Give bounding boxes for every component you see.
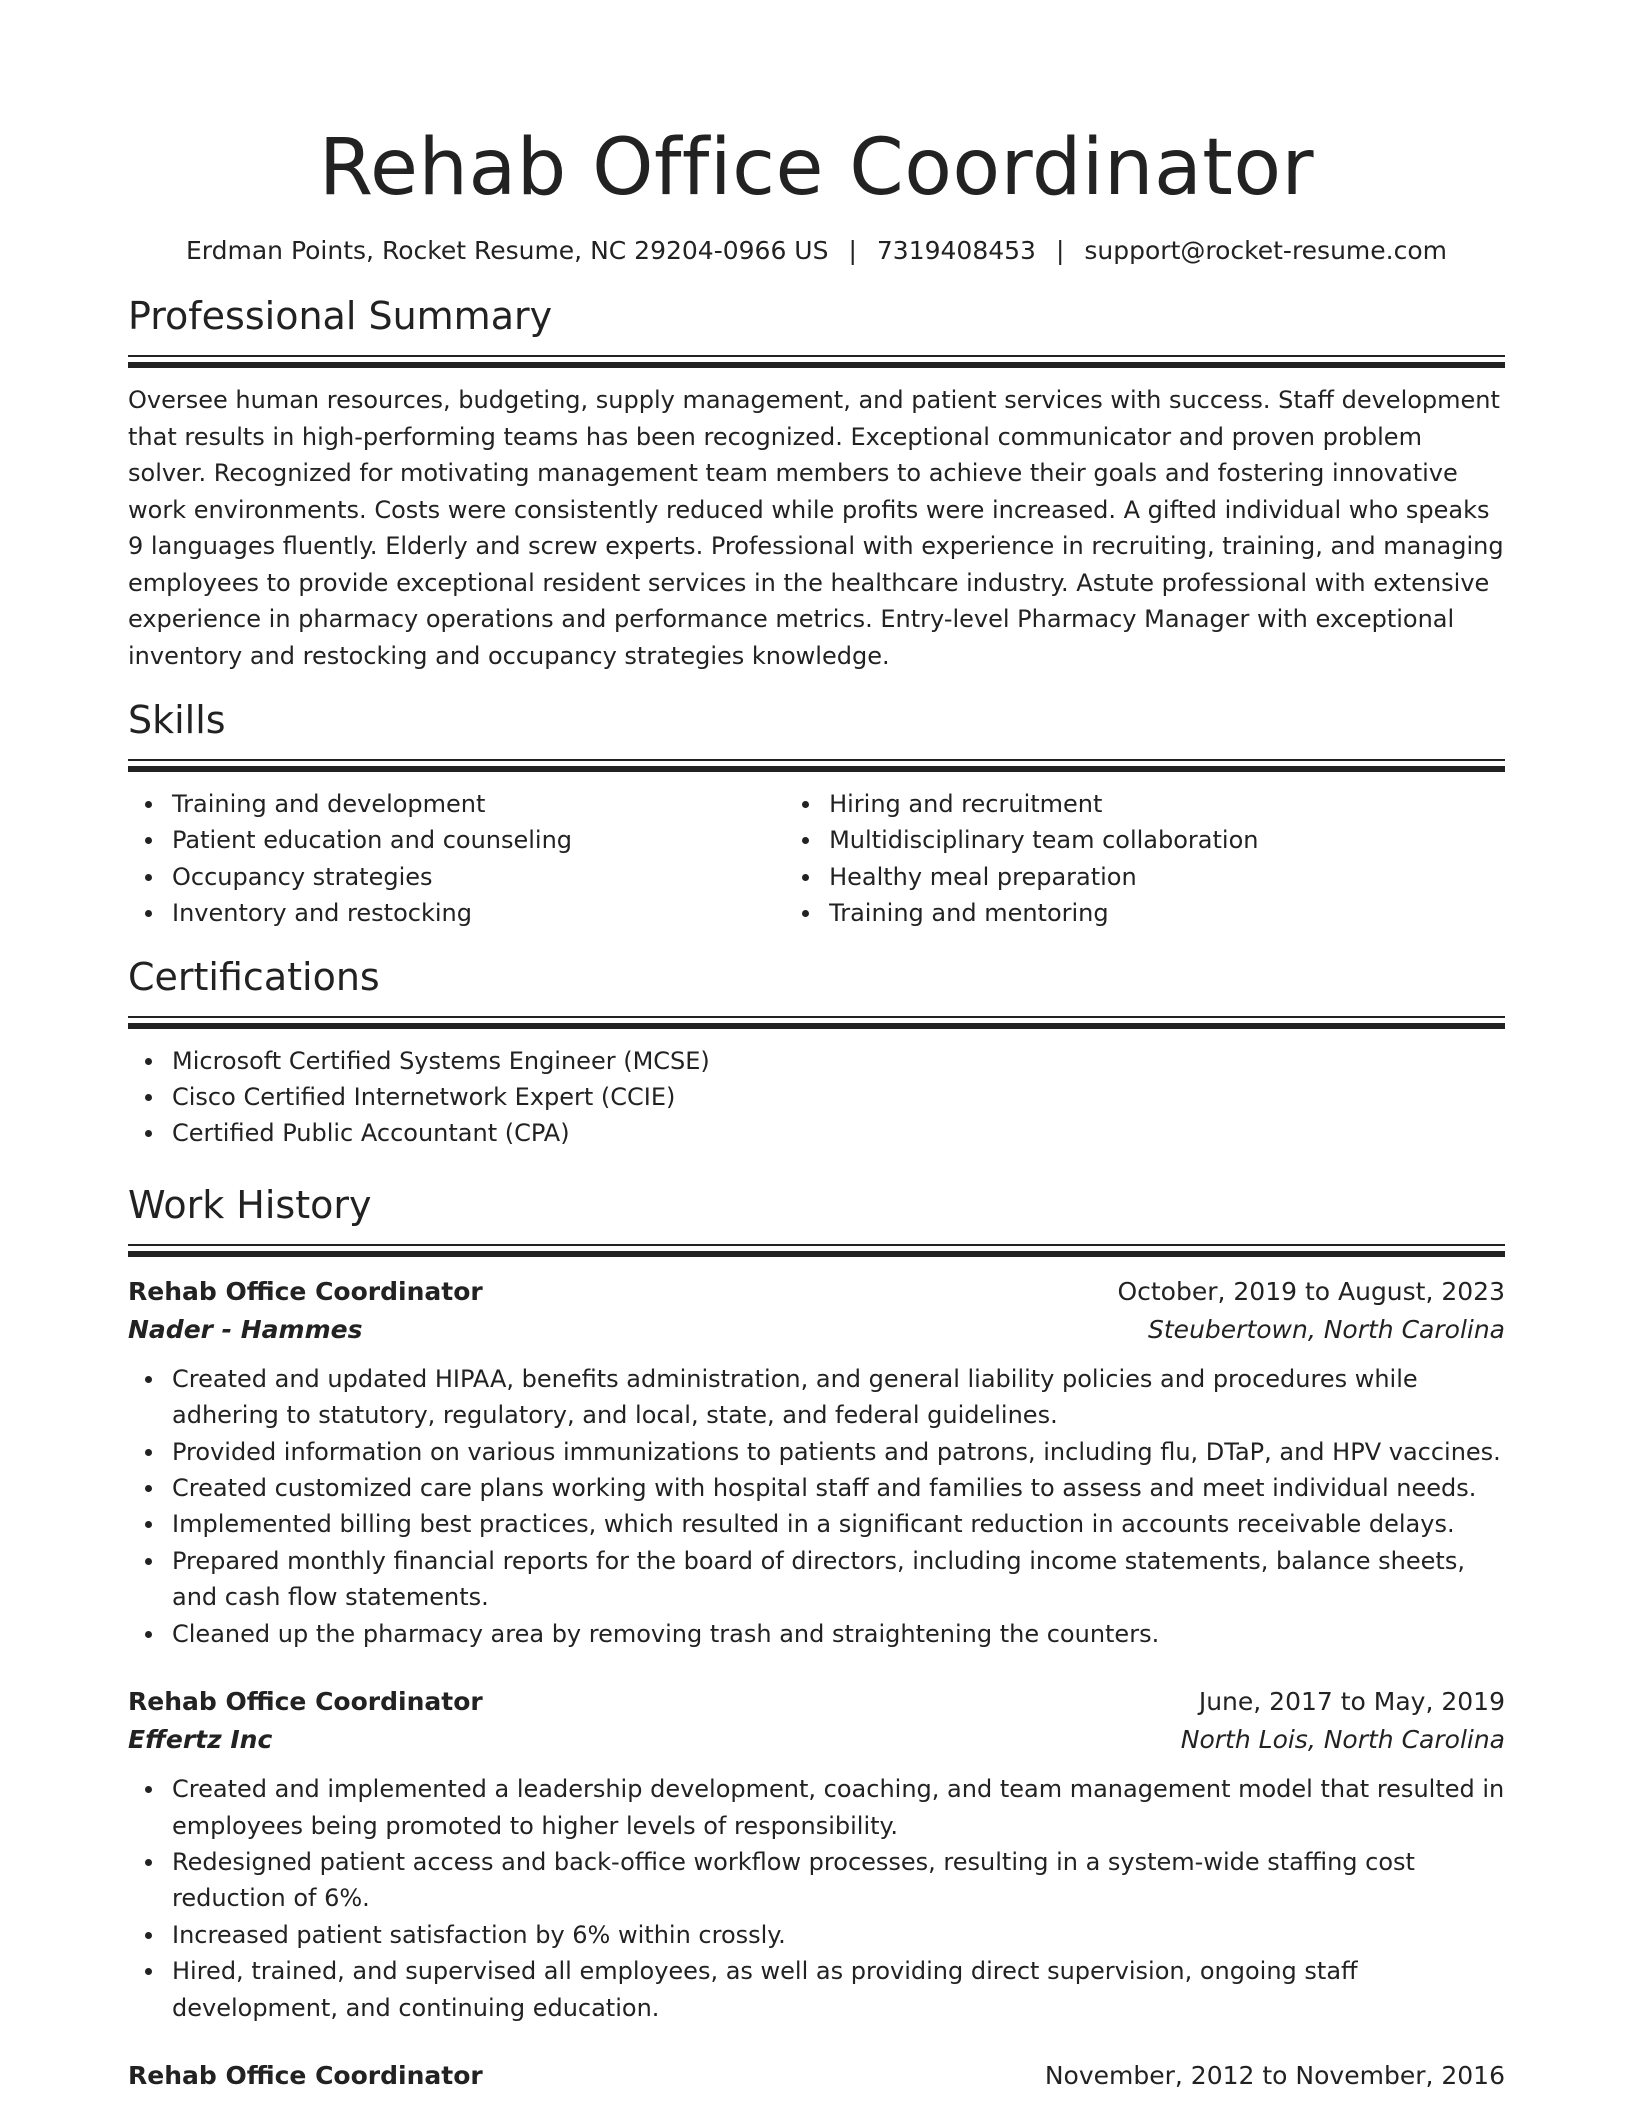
contact-separator: |: [848, 236, 857, 265]
job-location: Steubertown, North Carolina: [1148, 1314, 1505, 1344]
contact-address: Erdman Points, Rocket Resume, NC 29204-0966 US: [185, 236, 829, 265]
skills-list-right: [785, 786, 1505, 932]
job-bullet: Increased patient satisfaction by 6% within crossly.: [172, 1917, 1505, 1953]
certification-item: Microsoft Certified Systems Engineer (MCSE): [172, 1043, 1505, 1079]
job-entry: [128, 2057, 1505, 2095]
job-title: Rehab Office Coordinator: [128, 1687, 483, 1717]
job-dates: November, 2012 to November, 2016: [1044, 2060, 1505, 2090]
contact-line: [128, 234, 1505, 268]
skills-list-left: [128, 786, 785, 932]
job-bullet: Prepared monthly financial reports for the board of directors, including income statements, balance sheets, and cash flow statements.: [172, 1543, 1505, 1616]
job-bullet: Created and implemented a leadership development, coaching, and team management model that resulted in employees being promoted to higher levels of responsibility.: [172, 1771, 1505, 1844]
section-divider: [128, 1244, 1505, 1259]
job-entry: [128, 1273, 1505, 1652]
contact-email: support@rocket-resume.com: [1084, 236, 1448, 265]
certification-item: Cisco Certified Internetwork Expert (CCIE): [172, 1079, 1505, 1115]
job-bullet: Created and updated HIPAA, benefits administration, and general liability policies and procedures while adhering to statutory, regulatory, and local, state, and federal guidelines.: [172, 1361, 1505, 1434]
job-bullets: [128, 1361, 1505, 1652]
job-header: [128, 1683, 1505, 1721]
summary-text: Oversee human resources, budgeting, supply management, and patient services with success. Staff development that results in high-performing teams has been recognized. Exceptional communicator and proven problem solver. Recognized for motivating management team members to achieve their goals and fostering innovative work environments. Costs were consistently reduced while profits were increased. A gifted individual who speaks 9 languages fluently. Elderly and screw experts. Professional with experience in recruiting, training, and managing employees to provide exceptional resident services in the healthcare industry. Astute professional with extensive experience in pharmacy operations and performance metrics. Entry-level Pharmacy Manager with exceptional inventory and restocking and occupancy strategies knowledge.: [128, 386, 1504, 670]
job-dates: June, 2017 to May, 2019: [1198, 1687, 1505, 1717]
job-bullet: Implemented billing best practices, which resulted in a significant reduction in accounts receivable delays.: [172, 1506, 1505, 1542]
skill-item: Multidisciplinary team collaboration: [829, 822, 1505, 858]
section-title-certifications: Certifications: [128, 954, 380, 999]
job-title: Rehab Office Coordinator: [128, 1276, 483, 1306]
section-title-skills: Skills: [128, 698, 226, 742]
resume-name: Rehab Office Coordinator: [318, 123, 1315, 213]
job-bullet: Provided information on various immunizations to patients and patrons, including flu, DTaP, and HPV vaccines.: [172, 1434, 1505, 1470]
contact-phone: 7319408453: [876, 236, 1036, 265]
job-bullet: Created customized care plans working with hospital staff and families to assess and meet individual needs.: [172, 1470, 1505, 1506]
contact-separator: |: [1055, 236, 1065, 265]
skill-item: Inventory and restocking: [172, 895, 785, 931]
section-title-work-history: Work History: [128, 1182, 372, 1227]
certifications-list: [128, 1043, 1505, 1152]
skill-item: Training and mentoring: [829, 895, 1505, 931]
certification-item: Certified Public Accountant (CPA): [172, 1115, 1505, 1151]
job-bullet: Cleaned up the pharmacy area by removing trash and straightening the counters.: [172, 1616, 1505, 1652]
skill-item: Hiring and recruitment: [829, 786, 1505, 822]
section-divider: [128, 1016, 1505, 1031]
job-entry: [128, 1683, 1505, 2026]
job-company: Effertz Inc: [128, 1725, 273, 1755]
job-bullets: [128, 1771, 1505, 2026]
skills-grid: [128, 786, 1505, 932]
job-subheader: [128, 1721, 1505, 1759]
skills-section: [128, 697, 1505, 932]
job-bullet: Hired, trained, and supervised all employees, as well as providing direct supervision, ongoing staff development, and continuing education.: [172, 1953, 1505, 2026]
job-subheader: [128, 1311, 1505, 1349]
job-header: [128, 1273, 1505, 1311]
job-location: North Lois, North Carolina: [1180, 1725, 1505, 1755]
skill-item: Patient education and counseling: [172, 822, 785, 858]
work-history-section: [128, 1182, 1505, 2095]
skill-item: Occupancy strategies: [172, 859, 785, 895]
job-title: Rehab Office Coordinator: [128, 2060, 483, 2090]
section-divider: [128, 759, 1505, 774]
job-bullet: Redesigned patient access and back-office workflow processes, resulting in a system-wide staffing cost reduction of 6%.: [172, 1844, 1505, 1917]
job-header: [128, 2057, 1505, 2095]
resume-page: [128, 0, 1505, 2095]
certifications-section: [128, 954, 1505, 1152]
skill-item: Training and development: [172, 786, 785, 822]
section-divider: [128, 355, 1505, 370]
section-title-summary: Professional Summary: [128, 294, 553, 338]
summary-section: [128, 293, 1505, 674]
job-company: Nader - Hammes: [128, 1314, 363, 1344]
job-dates: October, 2019 to August, 2023: [1117, 1276, 1505, 1306]
skill-item: Healthy meal preparation: [829, 859, 1505, 895]
